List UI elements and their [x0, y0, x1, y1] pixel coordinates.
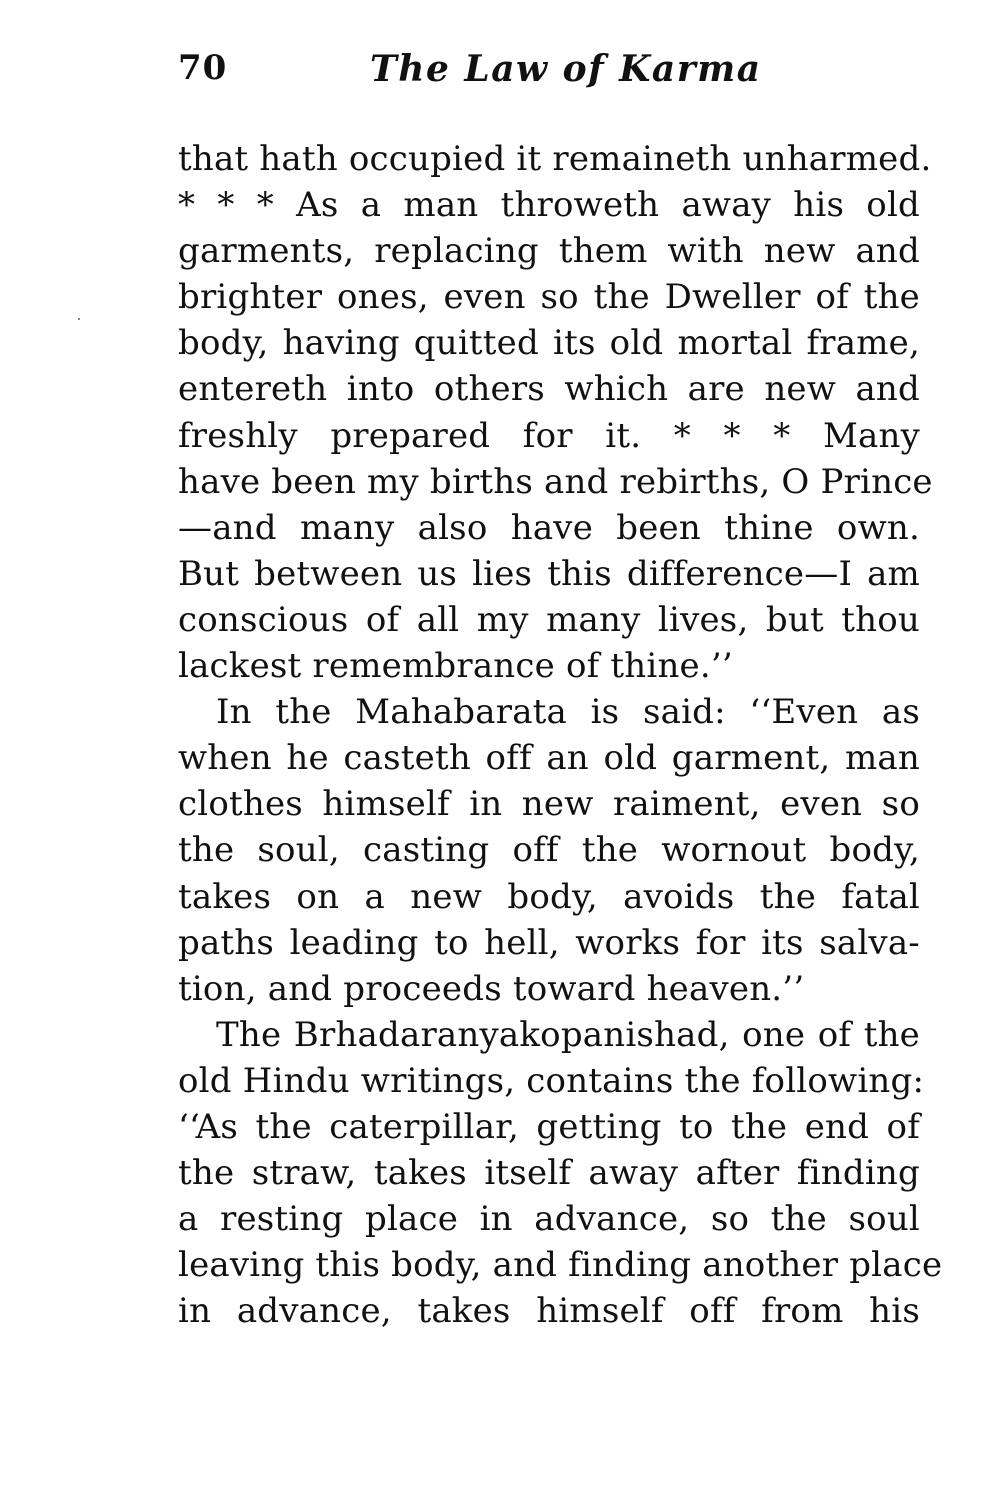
text-line: paths leading to hell, works for its salva- [178, 922, 920, 963]
text-line: takes on a new body, avoids the fatal [178, 876, 920, 917]
text-line: clothes himself in new raiment, even so [178, 784, 920, 825]
scan-speck [78, 318, 80, 320]
page-number: 70 [178, 48, 228, 88]
text-line: when he casteth off an old garment, man [178, 738, 920, 779]
text-line: body, having quitted its old mortal frame, [178, 323, 920, 364]
text-line: lackest remembrance of thine.’’ [178, 646, 733, 687]
text-line: In the Mahabarata is said: ‘‘Even as [216, 692, 920, 733]
text-line: The Brhadaranyakopanishad, one of the [216, 1014, 920, 1055]
body-text [178, 136, 943, 1334]
text-line: freshly prepared for it. * * * Many [178, 415, 920, 456]
text-line: * * * As a man throweth away his old [178, 185, 920, 226]
text-line: garments, replacing them with new and [178, 231, 920, 272]
text-line: entereth into others which are new and [178, 369, 920, 410]
text-line: leaving this body, and finding another place [178, 1245, 943, 1286]
text-line: tion, and proceeds toward heaven.’’ [178, 968, 805, 1009]
text-line: old Hindu writings, contains the following: [178, 1060, 925, 1101]
text-line: conscious of all my many lives, but thou [178, 599, 920, 640]
text-line: have been my births and rebirths, O Prince [178, 461, 933, 502]
text-line: But between us lies this difference—I am [178, 553, 920, 594]
text-line: brighter ones, even so the Dweller of the [178, 277, 920, 318]
text-line: the straw, takes itself away after finding [178, 1153, 920, 1194]
text-line: the soul, casting off the wornout body, [178, 830, 920, 871]
page-header [178, 48, 920, 98]
text-line: in advance, takes himself off from his [178, 1291, 920, 1332]
text-line: a resting place in advance, so the soul [178, 1199, 920, 1240]
text-line: —and many also have been thine own. [178, 507, 920, 548]
text-line: ‘‘As the caterpillar, getting to the end of [178, 1106, 920, 1147]
running-title: The Law of Karma [370, 48, 762, 90]
text-line: that hath occupied it remaineth unharmed. [178, 139, 932, 179]
